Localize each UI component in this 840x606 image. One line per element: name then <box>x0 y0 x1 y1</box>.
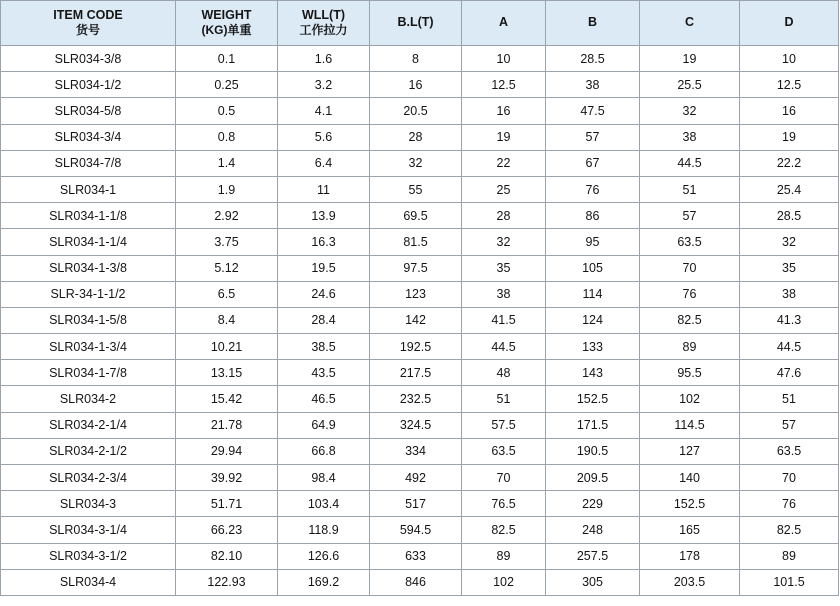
table-cell: 11 <box>278 176 370 202</box>
table-cell: 57 <box>640 203 740 229</box>
table-row <box>1 569 839 595</box>
table-row <box>1 360 839 386</box>
table-cell: 140 <box>640 465 740 491</box>
item-code-cell: SLR034-1-3/4 <box>1 334 176 360</box>
table-cell: 192.5 <box>370 334 462 360</box>
table-cell: 594.5 <box>370 517 462 543</box>
table-header-row <box>1 1 839 46</box>
table-cell: 0.8 <box>176 124 278 150</box>
table-cell: 633 <box>370 543 462 569</box>
table-cell: 95 <box>546 229 640 255</box>
table-cell: 124 <box>546 307 640 333</box>
column-header-4 <box>462 1 546 46</box>
table-cell: 122.93 <box>176 569 278 595</box>
table-cell: 67 <box>546 150 640 176</box>
table-row <box>1 386 839 412</box>
item-code-cell: SLR034-5/8 <box>1 98 176 124</box>
table-cell: 32 <box>370 150 462 176</box>
table-cell: 10 <box>462 46 546 72</box>
table-cell: 1.6 <box>278 46 370 72</box>
table-cell: 70 <box>640 255 740 281</box>
table-cell: 209.5 <box>546 465 640 491</box>
table-cell: 38 <box>546 72 640 98</box>
column-header-label: B.L(T) <box>397 15 434 30</box>
table-cell: 47.6 <box>740 360 839 386</box>
table-row <box>1 543 839 569</box>
table-cell: 19.5 <box>278 255 370 281</box>
table-cell: 39.92 <box>176 465 278 491</box>
table-cell: 28.4 <box>278 307 370 333</box>
table-cell: 6.4 <box>278 150 370 176</box>
table-body <box>1 46 839 596</box>
table-cell: 69.5 <box>370 203 462 229</box>
table-cell: 32 <box>640 98 740 124</box>
table-cell: 492 <box>370 465 462 491</box>
table-cell: 48 <box>462 360 546 386</box>
column-header-6 <box>640 1 740 46</box>
table-row <box>1 46 839 72</box>
table-cell: 51 <box>740 386 839 412</box>
table-cell: 334 <box>370 438 462 464</box>
table-row <box>1 307 839 333</box>
column-header-label: A <box>498 15 509 30</box>
table-cell: 10.21 <box>176 334 278 360</box>
table-cell: 44.5 <box>740 334 839 360</box>
column-header-label: C <box>684 15 695 30</box>
table-cell: 70 <box>740 465 839 491</box>
table-row <box>1 176 839 202</box>
column-header-label: ITEM CODE <box>53 7 123 22</box>
table-cell: 66.8 <box>278 438 370 464</box>
table-cell: 152.5 <box>546 386 640 412</box>
table-cell: 16 <box>370 72 462 98</box>
table-cell: 25 <box>462 176 546 202</box>
table-row <box>1 150 839 176</box>
table-cell: 57 <box>740 412 839 438</box>
table-cell: 517 <box>370 491 462 517</box>
table-cell: 89 <box>740 543 839 569</box>
table-cell: 5.6 <box>278 124 370 150</box>
column-header-1 <box>176 1 278 46</box>
table-cell: 8.4 <box>176 307 278 333</box>
table-cell: 38 <box>740 281 839 307</box>
table-cell: 16 <box>462 98 546 124</box>
table-row <box>1 124 839 150</box>
table-cell: 22.2 <box>740 150 839 176</box>
table-cell: 35 <box>462 255 546 281</box>
table-cell: 127 <box>640 438 740 464</box>
table-row <box>1 334 839 360</box>
item-code-cell: SLR034-1-1/4 <box>1 229 176 255</box>
table-cell: 114.5 <box>640 412 740 438</box>
table-cell: 46.5 <box>278 386 370 412</box>
table-row <box>1 203 839 229</box>
table-cell: 98.4 <box>278 465 370 491</box>
item-code-cell: SLR034-1-5/8 <box>1 307 176 333</box>
item-code-cell: SLR034-3/8 <box>1 46 176 72</box>
item-code-cell: SLR034-2-3/4 <box>1 465 176 491</box>
table-cell: 2.92 <box>176 203 278 229</box>
table-cell: 102 <box>640 386 740 412</box>
table-cell: 105 <box>546 255 640 281</box>
table-cell: 217.5 <box>370 360 462 386</box>
table-cell: 28.5 <box>546 46 640 72</box>
table-cell: 57.5 <box>462 412 546 438</box>
table-cell: 28 <box>370 124 462 150</box>
table-cell: 0.25 <box>176 72 278 98</box>
table-cell: 178 <box>640 543 740 569</box>
item-code-cell: SLR034-2 <box>1 386 176 412</box>
table-cell: 190.5 <box>546 438 640 464</box>
table-header <box>1 1 839 46</box>
table-cell: 82.5 <box>740 517 839 543</box>
item-code-cell: SLR034-4 <box>1 569 176 595</box>
table-cell: 1.4 <box>176 150 278 176</box>
table-cell: 51.71 <box>176 491 278 517</box>
table-cell: 44.5 <box>462 334 546 360</box>
item-code-cell: SLR034-3/4 <box>1 124 176 150</box>
table-cell: 12.5 <box>740 72 839 98</box>
table-cell: 15.42 <box>176 386 278 412</box>
table-cell: 95.5 <box>640 360 740 386</box>
table-cell: 1.9 <box>176 176 278 202</box>
table-cell: 22 <box>462 150 546 176</box>
item-code-cell: SLR034-3 <box>1 491 176 517</box>
table-cell: 103.4 <box>278 491 370 517</box>
column-header-sublabel: 工作拉力 <box>299 23 348 38</box>
table-cell: 41.3 <box>740 307 839 333</box>
table-cell: 38 <box>462 281 546 307</box>
table-cell: 143 <box>546 360 640 386</box>
table-cell: 35 <box>740 255 839 281</box>
item-code-cell: SLR034-1-3/8 <box>1 255 176 281</box>
table-cell: 32 <box>740 229 839 255</box>
table-cell: 57 <box>546 124 640 150</box>
table-cell: 51 <box>640 176 740 202</box>
table-cell: 324.5 <box>370 412 462 438</box>
column-header-2 <box>278 1 370 46</box>
column-header-3 <box>370 1 462 46</box>
table-cell: 19 <box>462 124 546 150</box>
table-cell: 44.5 <box>640 150 740 176</box>
table-cell: 20.5 <box>370 98 462 124</box>
table-row <box>1 438 839 464</box>
table-cell: 19 <box>640 46 740 72</box>
column-header-sublabel: 货号 <box>75 23 100 38</box>
table-cell: 152.5 <box>640 491 740 517</box>
table-row <box>1 255 839 281</box>
table-cell: 133 <box>546 334 640 360</box>
table-cell: 6.5 <box>176 281 278 307</box>
table-cell: 126.6 <box>278 543 370 569</box>
table-cell: 8 <box>370 46 462 72</box>
table-cell: 70 <box>462 465 546 491</box>
item-code-cell: SLR034-3-1/4 <box>1 517 176 543</box>
table-cell: 63.5 <box>740 438 839 464</box>
table-cell: 169.2 <box>278 569 370 595</box>
table-cell: 76.5 <box>462 491 546 517</box>
item-code-cell: SLR034-3-1/2 <box>1 543 176 569</box>
table-row <box>1 412 839 438</box>
table-cell: 203.5 <box>640 569 740 595</box>
table-cell: 102 <box>462 569 546 595</box>
table-cell: 165 <box>640 517 740 543</box>
item-code-cell: SLR034-1/2 <box>1 72 176 98</box>
table-cell: 66.23 <box>176 517 278 543</box>
table-cell: 64.9 <box>278 412 370 438</box>
table-row <box>1 517 839 543</box>
table-cell: 229 <box>546 491 640 517</box>
table-cell: 16.3 <box>278 229 370 255</box>
table-cell: 123 <box>370 281 462 307</box>
column-header-5 <box>546 1 640 46</box>
table-cell: 81.5 <box>370 229 462 255</box>
table-cell: 257.5 <box>546 543 640 569</box>
table-cell: 101.5 <box>740 569 839 595</box>
table-cell: 0.1 <box>176 46 278 72</box>
table-cell: 12.5 <box>462 72 546 98</box>
item-code-cell: SLR034-1-7/8 <box>1 360 176 386</box>
table-cell: 4.1 <box>278 98 370 124</box>
table-cell: 25.4 <box>740 176 839 202</box>
table-row <box>1 229 839 255</box>
table-row <box>1 72 839 98</box>
table-cell: 3.75 <box>176 229 278 255</box>
table-cell: 38 <box>640 124 740 150</box>
table-cell: 5.12 <box>176 255 278 281</box>
item-code-cell: SLR034-2-1/4 <box>1 412 176 438</box>
table-cell: 232.5 <box>370 386 462 412</box>
table-cell: 47.5 <box>546 98 640 124</box>
table-cell: 82.5 <box>640 307 740 333</box>
table-cell: 63.5 <box>640 229 740 255</box>
table-cell: 114 <box>546 281 640 307</box>
table-cell: 51 <box>462 386 546 412</box>
item-code-cell: SLR034-1-1/8 <box>1 203 176 229</box>
table-cell: 16 <box>740 98 839 124</box>
item-code-cell: SLR034-1 <box>1 176 176 202</box>
table-cell: 55 <box>370 176 462 202</box>
table-cell: 28 <box>462 203 546 229</box>
table-cell: 76 <box>640 281 740 307</box>
table-cell: 89 <box>462 543 546 569</box>
table-cell: 142 <box>370 307 462 333</box>
table-cell: 76 <box>546 176 640 202</box>
table-cell: 305 <box>546 569 640 595</box>
table-cell: 19 <box>740 124 839 150</box>
item-code-cell: SLR034-2-1/2 <box>1 438 176 464</box>
table-cell: 76 <box>740 491 839 517</box>
table-cell: 86 <box>546 203 640 229</box>
column-header-label: B <box>587 15 598 30</box>
table-cell: 118.9 <box>278 517 370 543</box>
table-cell: 82.10 <box>176 543 278 569</box>
table-row <box>1 98 839 124</box>
table-cell: 38.5 <box>278 334 370 360</box>
table-cell: 10 <box>740 46 839 72</box>
table-cell: 13.9 <box>278 203 370 229</box>
table-cell: 3.2 <box>278 72 370 98</box>
table-cell: 97.5 <box>370 255 462 281</box>
column-header-label: WLL(T) <box>301 7 346 22</box>
table-cell: 82.5 <box>462 517 546 543</box>
column-header-label: WEIGHT <box>201 7 252 22</box>
table-cell: 63.5 <box>462 438 546 464</box>
table-cell: 0.5 <box>176 98 278 124</box>
table-row <box>1 491 839 517</box>
table-cell: 21.78 <box>176 412 278 438</box>
table-cell: 41.5 <box>462 307 546 333</box>
table-cell: 13.15 <box>176 360 278 386</box>
table-row <box>1 281 839 307</box>
table-cell: 43.5 <box>278 360 370 386</box>
table-row <box>1 465 839 491</box>
table-cell: 248 <box>546 517 640 543</box>
table-cell: 29.94 <box>176 438 278 464</box>
table-cell: 24.6 <box>278 281 370 307</box>
column-header-0 <box>1 1 176 46</box>
item-code-cell: SLR034-7/8 <box>1 150 176 176</box>
item-code-cell: SLR-34-1-1/2 <box>1 281 176 307</box>
table-cell: 28.5 <box>740 203 839 229</box>
table-cell: 846 <box>370 569 462 595</box>
column-header-label: D <box>784 15 794 30</box>
table-cell: 89 <box>640 334 740 360</box>
table-cell: 171.5 <box>546 412 640 438</box>
table-cell: 32 <box>462 229 546 255</box>
table-cell: 25.5 <box>640 72 740 98</box>
column-header-sublabel: (KG)单重 <box>201 23 252 38</box>
column-header-7 <box>740 1 839 46</box>
